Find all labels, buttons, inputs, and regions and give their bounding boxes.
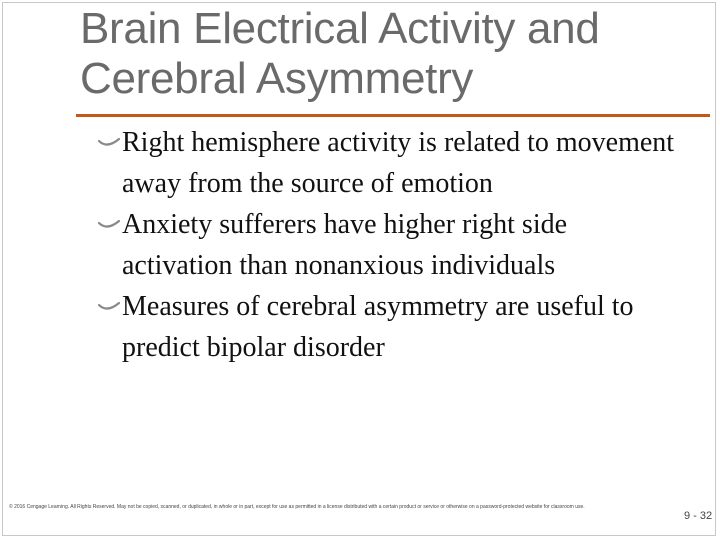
bullet-text: Measures of cerebral asymmetry are useful to predict bipolar disorder — [122, 291, 634, 363]
slide-title — [80, 4, 700, 104]
bullet-text: Anxiety sufferers have higher right side activation than nonanxious individuals — [122, 209, 568, 281]
swoosh-bullet-icon — [98, 300, 120, 314]
swoosh-bullet-icon — [98, 136, 120, 150]
slide-title-line-1: Brain Electrical Activity and — [80, 4, 600, 53]
bullet-item — [98, 286, 678, 368]
copyright-footer: © 2016 Cengage Learning. All Rights Reserved. May not be copied, scanned, or duplicated, in whole or in part, except for use as permitted in a license distributed with a certain product or service or otherwise on a password-protected website for classroom use. — [9, 504, 585, 510]
bullet-item — [98, 122, 678, 204]
slide-title-line-2: Cerebral Asymmetry — [80, 54, 474, 103]
bullet-item — [98, 204, 678, 286]
title-divider — [76, 114, 710, 117]
bullet-text: Right hemisphere activity is related to movement away from the source of emotion — [122, 127, 675, 199]
bullet-list — [98, 122, 678, 368]
swoosh-bullet-icon — [98, 218, 120, 232]
page-number: 9 - 32 — [684, 510, 713, 522]
